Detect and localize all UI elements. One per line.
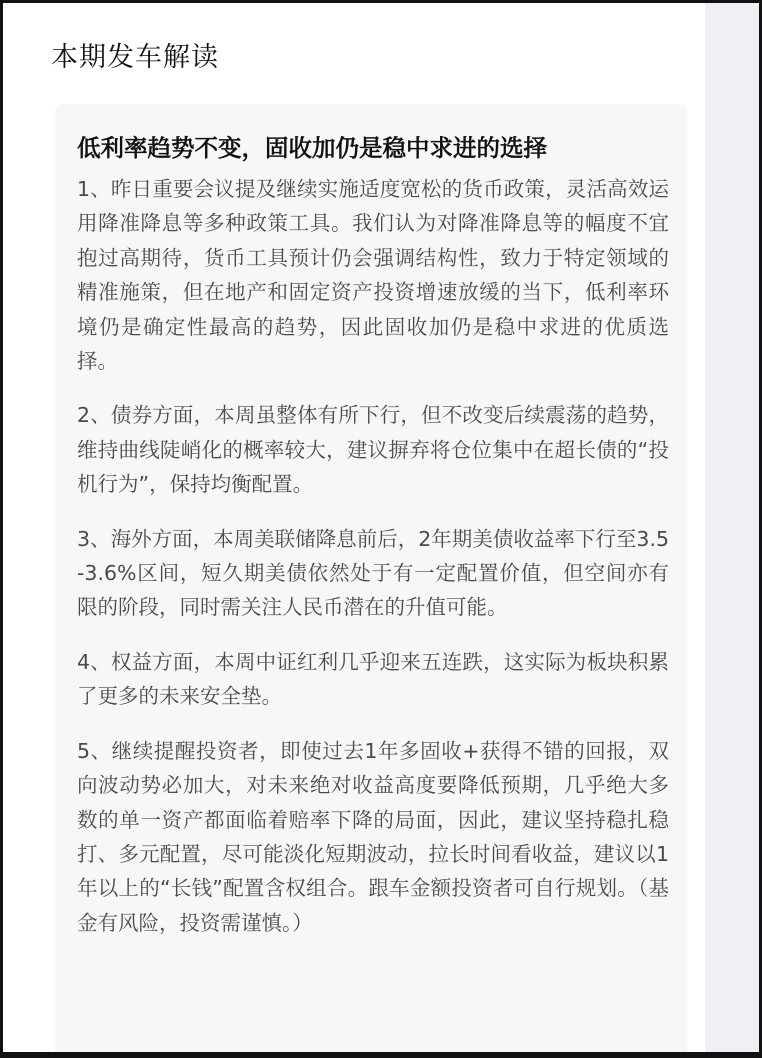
left-margin bbox=[3, 3, 9, 1052]
paragraph-4: 4、权益方面，本周中证红利几乎迎来五连跌，这实际为板块积累了更多的未来安全垫。 bbox=[77, 649, 669, 709]
section-title: 本期发车解读 bbox=[51, 42, 219, 73]
paragraph-3: 3、海外方面，本周美联储降息前后，2年期美债收益率下行至3.5-3.6%区间，短久期美债依然处于有一定配置价值，但空间亦有限的阶段，同时需关注人民币潜在的升值可能。 bbox=[77, 526, 669, 620]
paragraph-2: 2、债券方面，本周虽整体有所下行，但不改变后续震荡的趋势，维持曲线陡峭化的概率较大，建议摒弃将仓位集中在超长债的“投机行为”，保持均衡配置。 bbox=[77, 403, 669, 497]
interpretation-card bbox=[55, 104, 687, 1058]
paragraph-5: 5、继续提醒投资者，即使过去1年多固收+获得不错的回报，双向波动势必加大，对未来绝对收益高度要降低预期，几乎绝大多数的单一资产都面临着赔率下降的局面，因此，建议坚持稳扎稳打、多元配置，尽可能淡化短期波动，拉长时间看收益，建议以1年以上的“长钱”配置含权组合。跟车金额投资者可自行规划。（基金有风险，投资需谨慎。） bbox=[77, 738, 669, 935]
right-side-panel bbox=[705, 3, 759, 1052]
paragraph-1: 1、昨日重要会议提及继续实施适度宽松的货币政策，灵活高效运用降准降息等多种政策工具。我们认为对降准降息等的幅度不宜抱过高期待，货币工具预计仍会强调结构性，致力于特定领域的精准施策，但在地产和固定资产投资增速放缓的当下，低利率环境仍是确定性最高的趋势，因此固收加仍是稳中求进的优质选择。 bbox=[77, 177, 669, 374]
card-body bbox=[77, 172, 669, 960]
card-headline: 低利率趋势不变，固收加仍是稳中求进的选择 bbox=[77, 134, 547, 162]
